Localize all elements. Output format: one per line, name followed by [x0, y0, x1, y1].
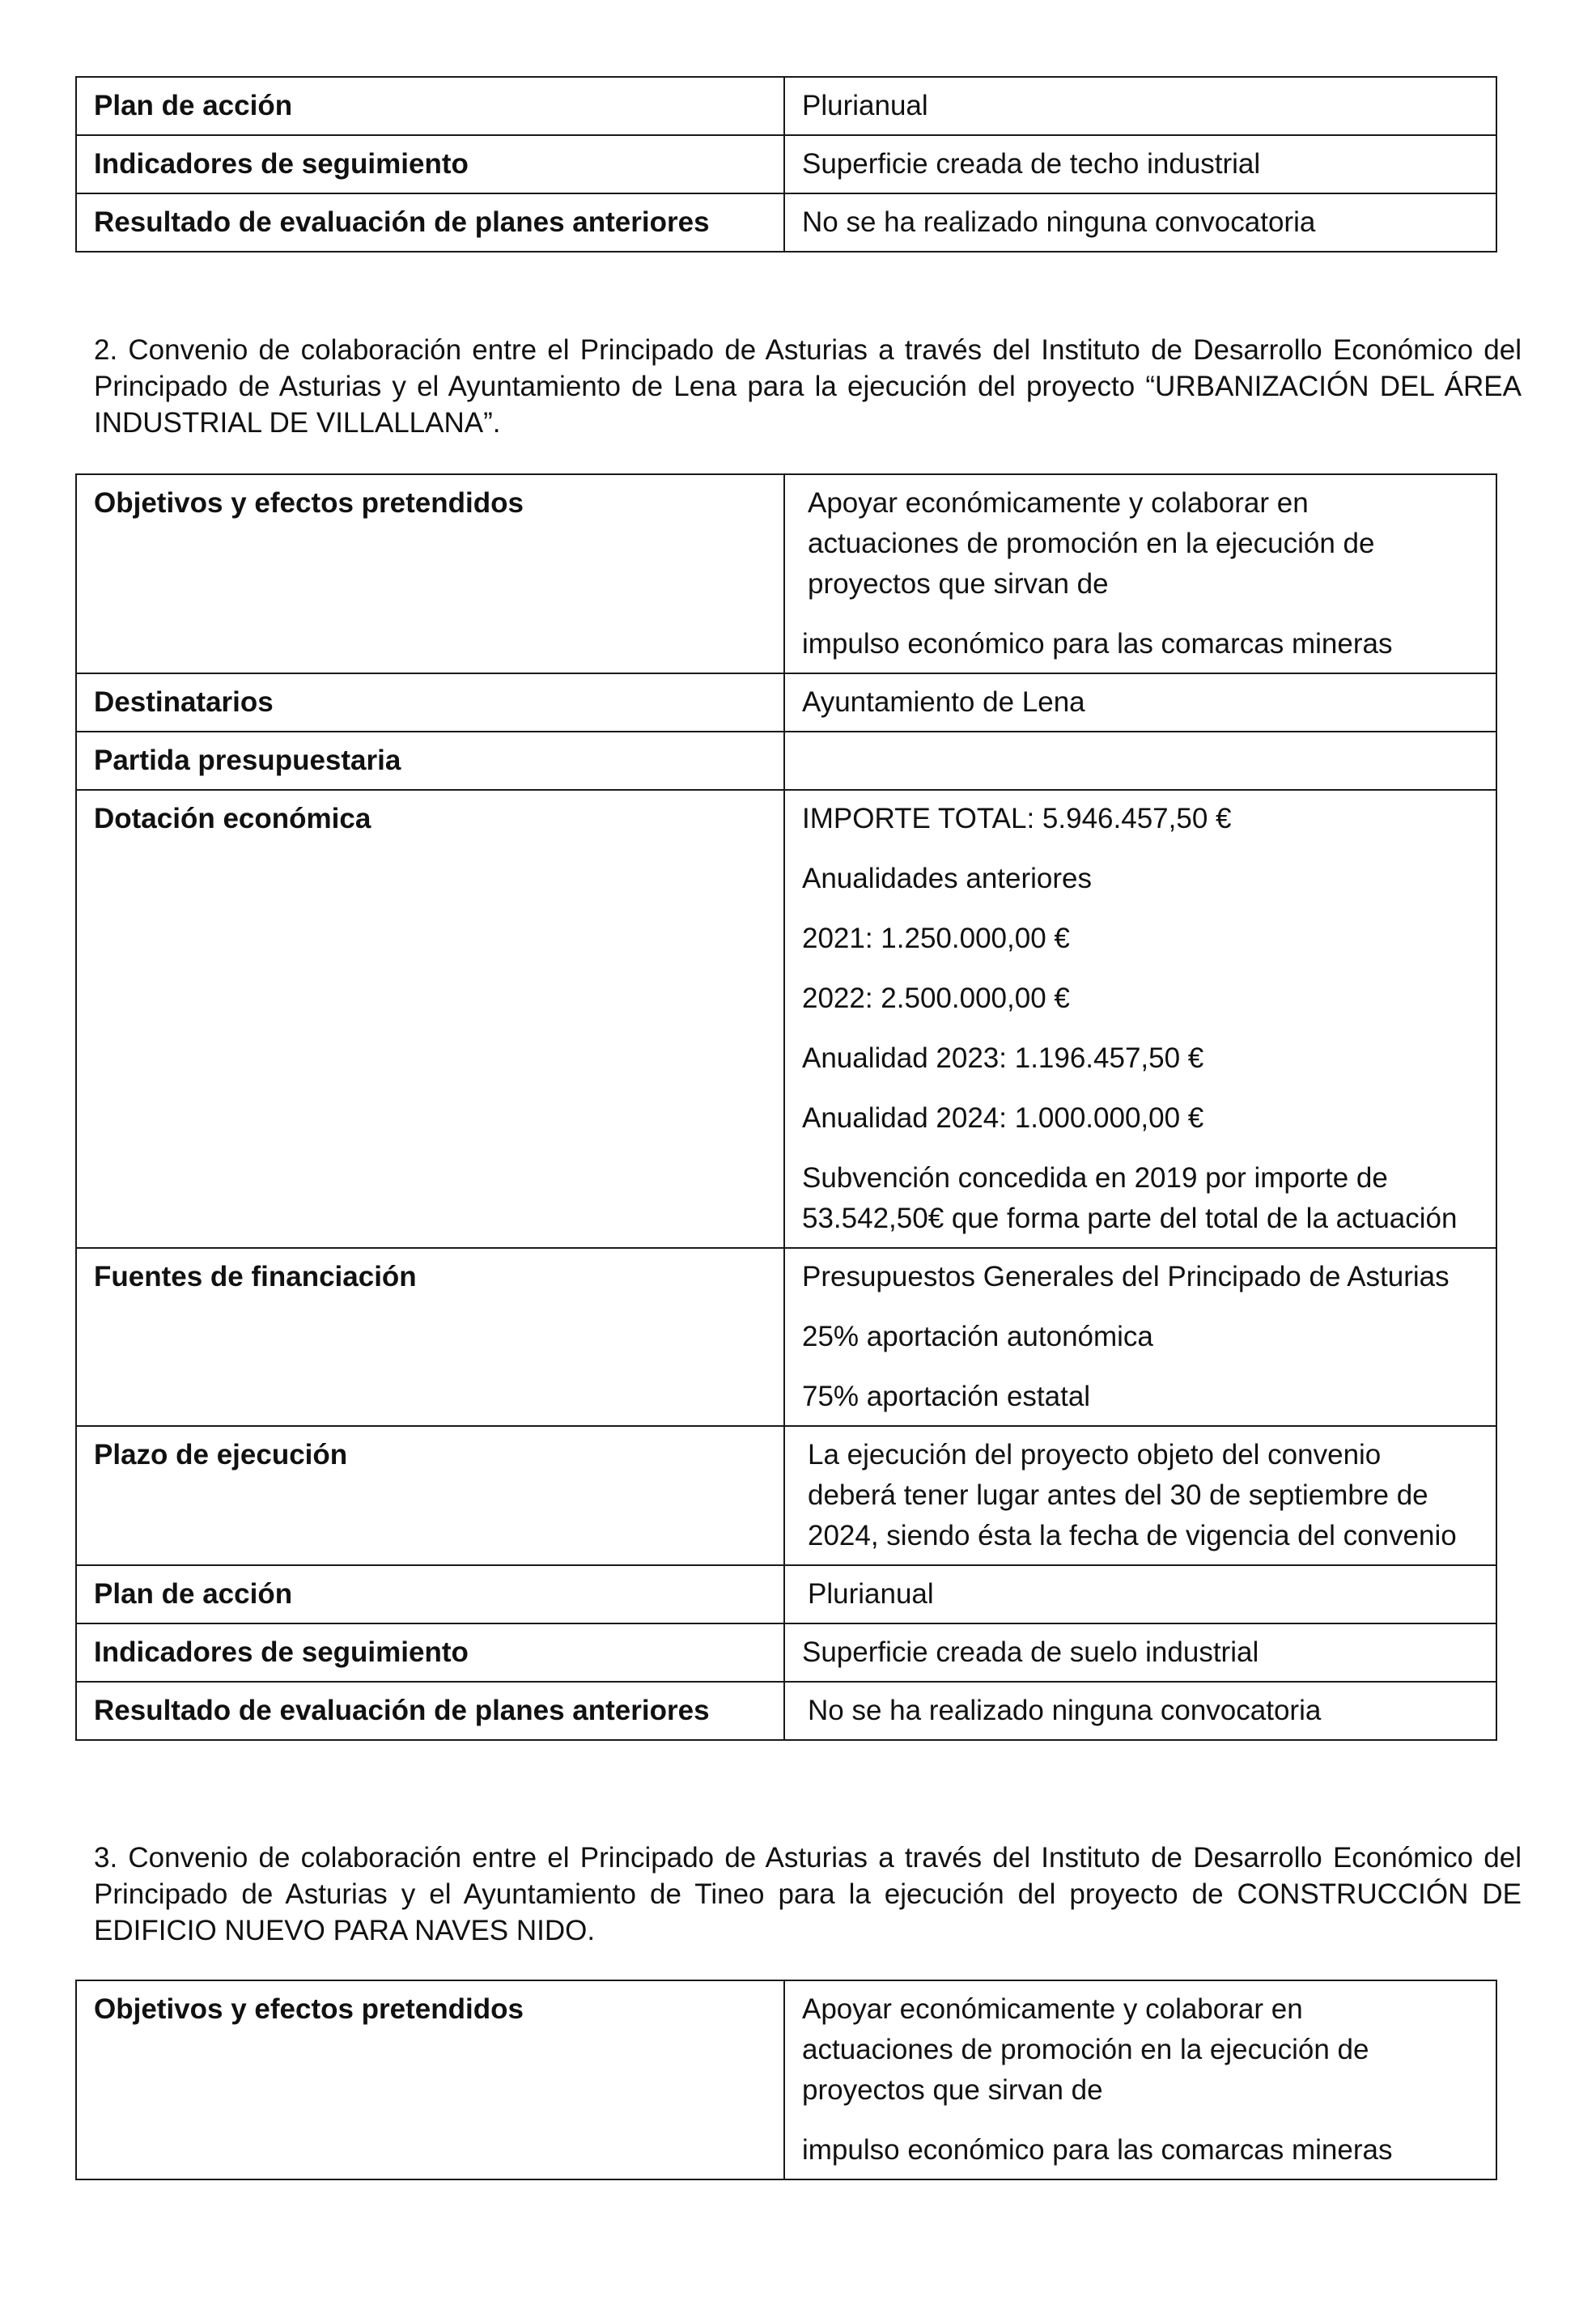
value-line: 2021: 1.250.000,00 € — [802, 923, 1070, 954]
table-row — [76, 673, 1496, 732]
table-row — [76, 1426, 1496, 1565]
table-3 — [75, 1980, 1497, 2180]
value-line: Plurianual — [802, 90, 928, 121]
row-label: Indicadores de seguimiento — [76, 135, 784, 193]
value-line: Anualidad 2023: 1.196.457,50 € — [802, 1042, 1204, 1074]
table-row — [76, 193, 1496, 252]
value-line: No se ha realizado ninguna convocatoria — [802, 206, 1316, 238]
row-value — [784, 193, 1496, 252]
table-row — [76, 1682, 1496, 1740]
value-line: 2022: 2.500.000,00 € — [802, 982, 1070, 1014]
row-value — [784, 135, 1496, 193]
value-line: Plurianual — [808, 1578, 934, 1610]
row-label: Plazo de ejecución — [76, 1426, 784, 1565]
table-2 — [75, 473, 1497, 1741]
value-line: Ayuntamiento de Lena — [802, 686, 1085, 718]
table-row — [76, 77, 1496, 135]
value-line: 75% aportación estatal — [802, 1381, 1091, 1412]
row-value — [784, 1980, 1496, 2179]
table-row — [76, 790, 1496, 1248]
row-label: Partida presupuestaria — [76, 732, 784, 790]
table-row — [76, 1565, 1496, 1623]
value-line: Anualidades anteriores — [802, 863, 1093, 894]
value-line: Superficie creada de techo industrial — [802, 148, 1261, 180]
row-label: Objetivos y efectos pretendidos — [76, 474, 784, 673]
row-value — [784, 1248, 1496, 1426]
value-line: Presupuestos Generales del Principado de Asturias — [802, 1261, 1450, 1292]
value-line: 25% aportación autonómica — [802, 1321, 1153, 1352]
row-label: Resultado de evaluación de planes anteriores — [76, 193, 784, 252]
row-value — [784, 673, 1496, 732]
value-line: Subvención concedida en 2019 por importe de — [802, 1162, 1388, 1194]
table-row — [76, 474, 1496, 673]
row-label: Resultado de evaluación de planes anteriores — [76, 1682, 784, 1740]
row-value — [784, 77, 1496, 135]
row-label: Objetivos y efectos pretendidos — [76, 1980, 784, 2179]
table-row — [76, 135, 1496, 193]
row-value — [784, 1682, 1496, 1740]
row-value — [784, 474, 1496, 673]
section-2-heading: 2. Convenio de colaboración entre el Principado de Asturias a través del Instituto de Desarrollo Económico del Principado de Asturias y el Ayuntamiento de Lena para la ejecución del proyecto “URBANIZACIÓN DEL ÁREA INDUSTRIAL DE VILLALLANA”. — [94, 334, 1522, 439]
value-line: proyectos que sirvan de — [808, 568, 1109, 600]
value-line: Anualidad 2024: 1.000.000,00 € — [802, 1102, 1204, 1134]
table-row — [76, 1623, 1496, 1682]
value-line: proyectos que sirvan de — [802, 2074, 1103, 2106]
row-value — [784, 732, 1496, 790]
value-line: La ejecución del proyecto objeto del convenio — [808, 1439, 1382, 1471]
value-line: IMPORTE TOTAL: 5.946.457,50 € — [802, 803, 1232, 834]
row-label: Destinatarios — [76, 673, 784, 732]
table-row — [76, 1980, 1496, 2179]
row-label: Plan de acción — [76, 77, 784, 135]
section-3-heading: 3. Convenio de colaboración entre el Principado de Asturias a través del Instituto de Desarrollo Económico del Principado de Asturias y el Ayuntamiento de Tineo para la ejecución del proyecto de CONSTRUCCIÓN DE EDIFICIO NUEVO PARA NAVES NIDO. — [94, 1842, 1522, 1946]
row-label: Plan de acción — [76, 1565, 784, 1623]
table-row — [76, 1248, 1496, 1426]
value-line: impulso económico para las comarcas mineras — [802, 628, 1393, 660]
row-value — [784, 1623, 1496, 1682]
value-line: actuaciones de promoción en la ejecución de — [808, 528, 1375, 559]
value-line: actuaciones de promoción en la ejecución de — [802, 2034, 1369, 2065]
row-value — [784, 1565, 1496, 1623]
row-label: Fuentes de financiación — [76, 1248, 784, 1426]
row-label: Dotación económica — [76, 790, 784, 1248]
row-label: Indicadores de seguimiento — [76, 1623, 784, 1682]
value-line: impulso económico para las comarcas mineras — [802, 2134, 1393, 2166]
row-value — [784, 1426, 1496, 1565]
value-line: 53.542,50€ que forma parte del total de la actuación — [802, 1203, 1458, 1234]
value-line: deberá tener lugar antes del 30 de septiembre de — [808, 1479, 1428, 1511]
value-line: No se ha realizado ninguna convocatoria — [808, 1695, 1322, 1726]
value-line: Apoyar económicamente y colaborar en — [802, 1993, 1303, 2025]
value-line: Apoyar económicamente y colaborar en — [808, 487, 1309, 519]
value-line: Superficie creada de suelo industrial — [802, 1636, 1259, 1668]
row-value — [784, 790, 1496, 1248]
table-row — [76, 732, 1496, 790]
table-1 — [75, 76, 1497, 253]
value-line: 2024, siendo ésta la fecha de vigencia del convenio — [808, 1520, 1457, 1551]
